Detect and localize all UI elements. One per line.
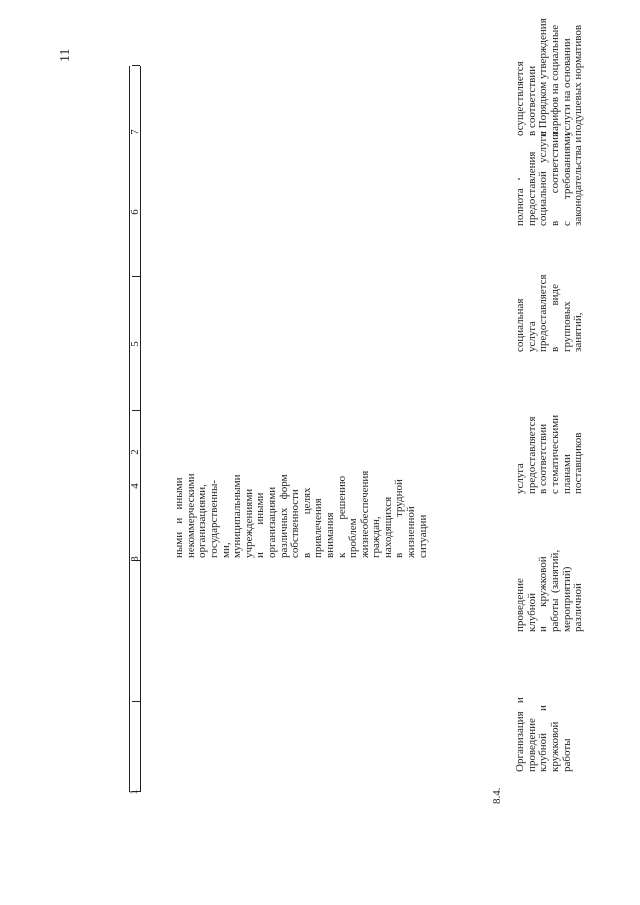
header-col-4: 4 (129, 483, 141, 489)
header-col-1: 1 (128, 789, 140, 795)
rotated-table (128, 18, 596, 804)
header-bottom-border (140, 66, 141, 792)
col-divider (132, 701, 140, 702)
row-col7: осуществляется в соответствии с Порядком утверждения тарифов на социальные услуги на основании подушевых нормативов (514, 18, 585, 136)
row-name: Организация и проведение клубной и кружковой работы (514, 697, 573, 772)
header-col-2: 2 (129, 449, 141, 455)
row-col6: полнота предоставления социальной услуги в соответствии с требованиями законодательства и (514, 131, 585, 226)
row-service: проведение клубной и кружковой работы (занятий, мероприятий) различной (514, 549, 585, 632)
header-col-6: 6 (129, 209, 141, 215)
row-number: 8.4. (491, 787, 503, 804)
page-number: 11 (58, 48, 73, 62)
col-divider (132, 410, 140, 411)
header-col-3: 3 (129, 556, 141, 562)
header-col-7: 7 (129, 129, 141, 135)
row-col4: услуга предоставляется в соответствии с тематическими планами поставщиков (514, 414, 585, 494)
col3-continuation: ными и иными некоммерческими организациями, государственны- ми, муниципальными учреждениями и иными организациями различных форм собственности в целях привлечения внимания к решению проблем жизнеобеспечения граждан, находящихся в трудной жизненной ситуации (173, 470, 429, 558)
row-col5: социальная услуга предоставляется в виде групповых занятий, (514, 274, 585, 352)
header-col-5: 5 (129, 341, 141, 347)
col-divider (132, 65, 140, 66)
table-top-border (129, 66, 130, 792)
col-divider (132, 276, 140, 277)
